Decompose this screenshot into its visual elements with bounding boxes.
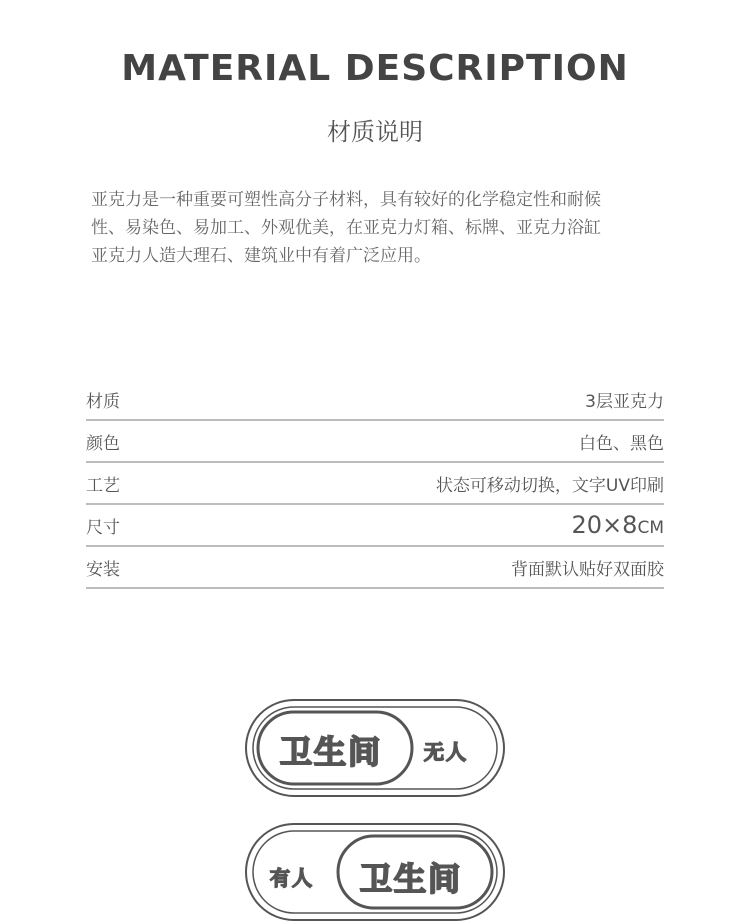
spec-label: 材质 bbox=[86, 392, 120, 412]
size-number: 20×8 bbox=[571, 511, 638, 539]
page-subtitle: 材质说明 bbox=[327, 118, 423, 146]
spec-value: 状态可移动切换，文字UV印刷 bbox=[435, 475, 664, 496]
material-description bbox=[91, 186, 671, 270]
spec-value: 白色、黑色 bbox=[579, 433, 664, 454]
spec-label: 工艺 bbox=[86, 475, 120, 496]
spec-label: 尺寸 bbox=[86, 517, 120, 538]
spec-value bbox=[572, 511, 664, 539]
sign-main-text: 卫生间 bbox=[360, 860, 463, 898]
spec-table bbox=[86, 380, 664, 589]
spec-row-color bbox=[86, 421, 664, 463]
sign-occupied bbox=[244, 822, 506, 922]
sign-status-text: 无人 bbox=[424, 740, 468, 764]
spec-label: 颜色 bbox=[86, 433, 120, 454]
description-line: 性、易染色、易加工、外观优美，在亚克力灯箱、标牌、亚克力浴缸 bbox=[91, 218, 601, 238]
spec-value: 背面默认贴好双面胶 bbox=[511, 559, 664, 580]
spec-row-material bbox=[86, 380, 664, 421]
sign-status-text: 有人 bbox=[270, 866, 314, 890]
page-title: MATERIAL DESCRIPTION bbox=[121, 48, 629, 89]
spec-value: 3层亚克力 bbox=[585, 392, 664, 412]
spec-label: 安装 bbox=[86, 559, 120, 580]
description-line: 亚克力人造大理石、建筑业中有着广泛应用。 bbox=[91, 246, 431, 266]
description-line: 亚克力是一种重要可塑性高分子材料，具有较好的化学稳定性和耐候 bbox=[91, 190, 601, 210]
size-unit: CM bbox=[637, 518, 664, 538]
spec-row-install bbox=[86, 547, 664, 589]
sign-main-text: 卫生间 bbox=[280, 733, 383, 771]
spec-row-size bbox=[86, 505, 664, 547]
spec-row-craft bbox=[86, 463, 664, 505]
sign-vacant bbox=[244, 698, 506, 798]
